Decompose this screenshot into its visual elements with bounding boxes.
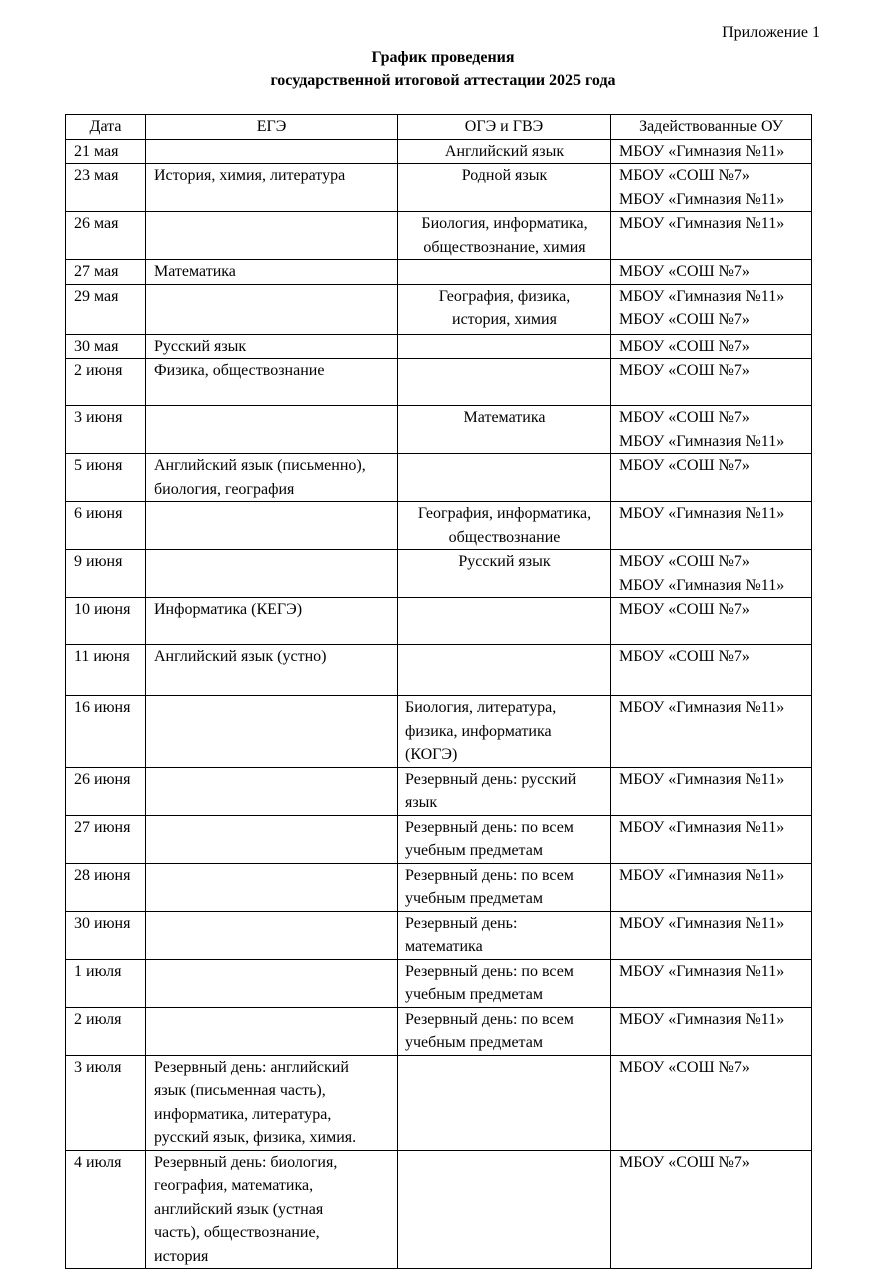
oge-subject-line: учебным предметам [405, 842, 543, 859]
ou-cell [611, 815, 812, 863]
table-row [66, 815, 812, 863]
oge-cell [398, 334, 611, 359]
ege-cell [146, 911, 398, 959]
ege-subject-line: История, химия, литература [154, 167, 346, 184]
ou-cell [611, 863, 812, 911]
date-cell: 9 июня [66, 550, 146, 598]
ege-subject-line: язык (письменная часть), [154, 1082, 326, 1099]
school-name: МБОУ «СОШ №7» [619, 457, 750, 474]
oge-cell [398, 406, 611, 454]
ou-cell [611, 502, 812, 550]
ou-cell [611, 911, 812, 959]
date-cell: 2 июня [66, 359, 146, 406]
ou-cell [611, 550, 812, 598]
school-name: МБОУ «Гимназия №11» [619, 215, 785, 232]
oge-subject-line: Биология, информатика, [421, 215, 588, 232]
table-row [66, 502, 812, 550]
ou-cell [611, 598, 812, 645]
oge-subject-line: учебным предметам [405, 986, 543, 1003]
school-name: МБОУ «Гимназия №11» [619, 576, 785, 594]
schedule-body [66, 139, 812, 1269]
oge-cell [398, 260, 611, 285]
oge-cell [398, 550, 611, 598]
ou-cell [611, 334, 812, 359]
date-cell: 30 мая [66, 334, 146, 359]
ege-cell [146, 502, 398, 550]
school-name: МБОУ «СОШ №7» [619, 1153, 750, 1171]
date-cell: 16 июня [66, 696, 146, 768]
table-row [66, 863, 812, 911]
date-cell: 3 июля [66, 1055, 146, 1150]
ege-subject-line: Русский язык [154, 337, 247, 355]
ege-subject-line: Математика [154, 263, 236, 280]
school-name: МБОУ «Гимназия №11» [619, 962, 785, 980]
ege-cell [146, 645, 398, 696]
document-title [0, 46, 886, 92]
title-line-1: График проведения [371, 49, 515, 66]
oge-subject-line: Резервный день: по всем [405, 1010, 574, 1028]
table-row [66, 406, 812, 454]
oge-cell [398, 863, 611, 911]
oge-subject-line: Резервный день: по всем [405, 866, 574, 884]
school-name: МБОУ «СОШ №7» [619, 601, 750, 618]
ege-cell [146, 334, 398, 359]
school-name: МБОУ «СОШ №7» [619, 409, 750, 426]
ege-cell [146, 454, 398, 502]
oge-subject-line: Резервный день: [405, 914, 518, 932]
oge-subject-line: математика [405, 938, 483, 955]
table-row [66, 260, 812, 285]
ou-cell [611, 645, 812, 696]
school-name: МБОУ «Гимназия №11» [619, 818, 785, 836]
date-cell: 26 мая [66, 212, 146, 260]
date-cell: 3 июня [66, 406, 146, 454]
table-row [66, 550, 812, 598]
table-row [66, 359, 812, 406]
oge-subject-line: учебным предметам [405, 890, 543, 907]
table-row [66, 454, 812, 502]
oge-cell [398, 284, 611, 334]
oge-subject-line: Резервный день: по всем [405, 962, 574, 980]
table-row [66, 598, 812, 645]
ege-subject-line: Физика, обществознание [154, 362, 325, 379]
oge-subject-line: физика, информатика [405, 722, 552, 740]
oge-cell [398, 815, 611, 863]
table-row [66, 1055, 812, 1150]
ou-cell [611, 139, 812, 164]
oge-cell [398, 139, 611, 164]
ege-subject-line: биология, география [154, 480, 295, 498]
ege-cell [146, 696, 398, 768]
date-cell: 2 июля [66, 1007, 146, 1055]
ege-subject-line: информатика, литература, [154, 1105, 332, 1123]
school-name: МБОУ «СОШ №7» [619, 1058, 750, 1076]
oge-cell [398, 454, 611, 502]
oge-subject-line: обществознание, химия [423, 238, 586, 256]
table-row [66, 911, 812, 959]
ege-cell [146, 815, 398, 863]
table-row [66, 164, 812, 212]
ege-subject-line: Информатика (КЕГЭ) [154, 601, 303, 618]
oge-subject-line: Английский язык [444, 142, 565, 160]
oge-subject-line: (КОГЭ) [405, 746, 458, 763]
ege-cell [146, 164, 398, 212]
ou-cell [611, 212, 812, 260]
oge-cell [398, 959, 611, 1007]
oge-subject-line: Резервный день: русский [405, 770, 577, 788]
ege-subject-line: Английский язык (устно) [154, 648, 327, 665]
oge-subject-line: География, информатика, [417, 505, 592, 522]
ou-cell [611, 454, 812, 502]
schedule-table [65, 114, 812, 1269]
ou-cell [611, 767, 812, 815]
date-cell: 11 июня [66, 645, 146, 696]
appendix-label: Приложение 1 [722, 24, 820, 41]
date-cell: 5 июня [66, 454, 146, 502]
table-row [66, 1150, 812, 1269]
oge-subject-line: история, химия [452, 311, 557, 328]
oge-subject-line: Родной язык [461, 167, 548, 184]
oge-cell [398, 1055, 611, 1150]
ou-cell [611, 1150, 812, 1269]
school-name: МБОУ «Гимназия №11» [619, 142, 785, 160]
table-row [66, 139, 812, 164]
ou-cell [611, 406, 812, 454]
ou-cell [611, 359, 812, 406]
school-name: МБОУ «СОШ №7» [619, 311, 750, 328]
header-ou: Задействованные ОУ [611, 115, 812, 140]
header-ege: ЕГЭ [146, 115, 398, 140]
header-row [66, 115, 812, 140]
ege-cell [146, 550, 398, 598]
ege-cell [146, 260, 398, 285]
school-name: МБОУ «СОШ №7» [619, 648, 750, 665]
title-line-2: государственной итоговой аттестации 2025 года [270, 72, 616, 89]
date-cell: 10 июня [66, 598, 146, 645]
oge-cell [398, 359, 611, 406]
table-row [66, 1007, 812, 1055]
ou-cell [611, 284, 812, 334]
header-oge: ОГЭ и ГВЭ [398, 115, 611, 140]
table-row [66, 696, 812, 768]
ege-cell [146, 959, 398, 1007]
school-name: МБОУ «Гимназия №11» [619, 505, 785, 522]
ege-subject-line: Резервный день: английский [154, 1058, 349, 1076]
oge-cell [398, 911, 611, 959]
date-cell: 4 июля [66, 1150, 146, 1269]
ege-subject-line: английский язык (устная [154, 1200, 324, 1218]
date-cell: 6 июня [66, 502, 146, 550]
school-name: МБОУ «Гимназия №11» [619, 432, 785, 450]
ege-subject-line: география, математика, [154, 1177, 314, 1194]
date-cell: 30 июня [66, 911, 146, 959]
school-name: МБОУ «Гимназия №11» [619, 190, 785, 208]
oge-subject-line: обществознание [448, 528, 561, 546]
ou-cell [611, 959, 812, 1007]
ege-subject-line: часть), обществознание, [154, 1224, 320, 1241]
table-row [66, 959, 812, 1007]
date-cell: 27 июня [66, 815, 146, 863]
ege-subject-line: русский язык, физика, химия. [154, 1129, 357, 1146]
ege-cell [146, 767, 398, 815]
date-cell: 29 мая [66, 284, 146, 334]
oge-cell [398, 212, 611, 260]
ege-cell [146, 139, 398, 164]
oge-subject-line: География, физика, [438, 287, 571, 305]
oge-subject-line: Резервный день: по всем [405, 818, 574, 836]
oge-cell [398, 502, 611, 550]
oge-cell [398, 645, 611, 696]
date-cell: 1 июля [66, 959, 146, 1007]
table-row [66, 284, 812, 334]
school-name: МБОУ «СОШ №7» [619, 167, 750, 184]
oge-subject-line: Биология, литература, [405, 699, 557, 716]
table-row [66, 767, 812, 815]
school-name: МБОУ «Гимназия №11» [619, 914, 785, 932]
ou-cell [611, 696, 812, 768]
school-name: МБОУ «СОШ №7» [619, 553, 750, 570]
school-name: МБОУ «Гимназия №11» [619, 699, 785, 716]
school-name: МБОУ «Гимназия №11» [619, 770, 785, 788]
oge-cell [398, 696, 611, 768]
ege-cell [146, 1055, 398, 1150]
oge-cell [398, 598, 611, 645]
oge-cell [398, 164, 611, 212]
date-cell: 26 июня [66, 767, 146, 815]
school-name: МБОУ «СОШ №7» [619, 362, 750, 379]
school-name: МБОУ «Гимназия №11» [619, 866, 785, 884]
ege-cell [146, 863, 398, 911]
ou-cell [611, 260, 812, 285]
ege-cell [146, 359, 398, 406]
ege-cell [146, 406, 398, 454]
oge-subject-line: Математика [463, 409, 546, 426]
ege-subject-line: история [154, 1247, 209, 1265]
oge-subject-line: язык [405, 794, 438, 811]
header-date: Дата [66, 115, 146, 140]
ege-cell [146, 598, 398, 645]
table-row [66, 645, 812, 696]
school-name: МБОУ «СОШ №7» [619, 263, 750, 280]
date-cell: 23 мая [66, 164, 146, 212]
ege-cell [146, 1007, 398, 1055]
date-cell: 21 мая [66, 139, 146, 164]
school-name: МБОУ «СОШ №7» [619, 337, 750, 355]
oge-cell [398, 767, 611, 815]
school-name: МБОУ «Гимназия №11» [619, 287, 785, 305]
ege-subject-line: Резервный день: биология, [154, 1153, 338, 1171]
date-cell: 28 июня [66, 863, 146, 911]
ege-cell [146, 284, 398, 334]
table-row [66, 212, 812, 260]
ege-cell [146, 212, 398, 260]
ou-cell [611, 164, 812, 212]
oge-cell [398, 1150, 611, 1269]
ou-cell [611, 1007, 812, 1055]
school-name: МБОУ «Гимназия №11» [619, 1010, 785, 1028]
ou-cell [611, 1055, 812, 1150]
oge-subject-line: учебным предметам [405, 1034, 543, 1051]
ege-subject-line: Английский язык (письменно), [154, 457, 366, 474]
oge-subject-line: Русский язык [458, 553, 551, 570]
oge-cell [398, 1007, 611, 1055]
date-cell: 27 мая [66, 260, 146, 285]
table-row [66, 334, 812, 359]
ege-cell [146, 1150, 398, 1269]
